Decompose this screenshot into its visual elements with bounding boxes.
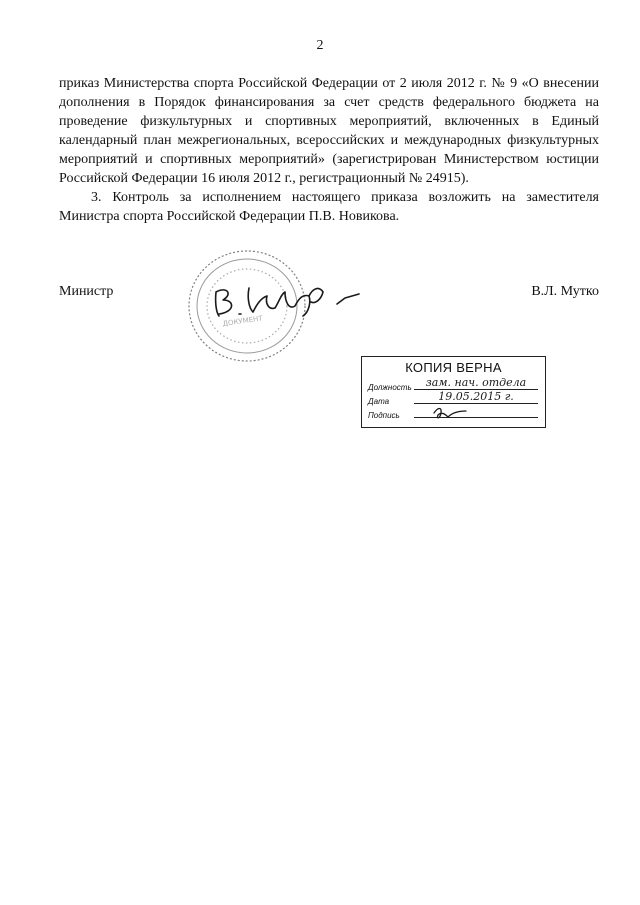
signatory-position: Министр — [59, 284, 114, 299]
signatory-name: В.Л. Мутко — [531, 284, 599, 299]
stamp-position-label: Должность — [368, 383, 412, 392]
stamp-date-value: 19.05.2015 г. — [414, 391, 538, 404]
copy-certified-stamp — [361, 356, 546, 428]
official-seal-with-signature — [183, 242, 363, 372]
stamp-handwritten-signature — [432, 405, 472, 421]
paragraph-control-clause: 3. Контроль за исполнением настоящего приказа возложить на заместителя Министра спорта Российской Федерации П.В. Новикова. — [59, 190, 599, 224]
svg-text:ДОКУМЕНТ: ДОКУМЕНТ — [222, 314, 264, 328]
stamp-date-label: Дата — [368, 397, 390, 406]
stamp-title: КОПИЯ ВЕРНА — [405, 360, 502, 375]
page-number: 2 — [316, 38, 324, 53]
document-body — [59, 74, 599, 226]
stamp-position-value: зам. нач. отдела — [414, 377, 538, 390]
paragraph-order-reference: приказ Министерства спорта Российской Федерации от 2 июля 2012 г. № 9 «О внесении дополнения в Порядок финансирования за счет средств федерального бюджета на проведение физкультурных и спортивных мероприятий, включенных в Единый календарный план межрегиональных, всероссийских и международных физкультурных мероприятий и спортивных мероприятий» (зарегистрирован Министерством юстиции Российской Федерации 16 июля 2012 г., регистрационный № 24915). — [59, 76, 599, 186]
stamp-signature-label: Подпись — [368, 411, 400, 420]
